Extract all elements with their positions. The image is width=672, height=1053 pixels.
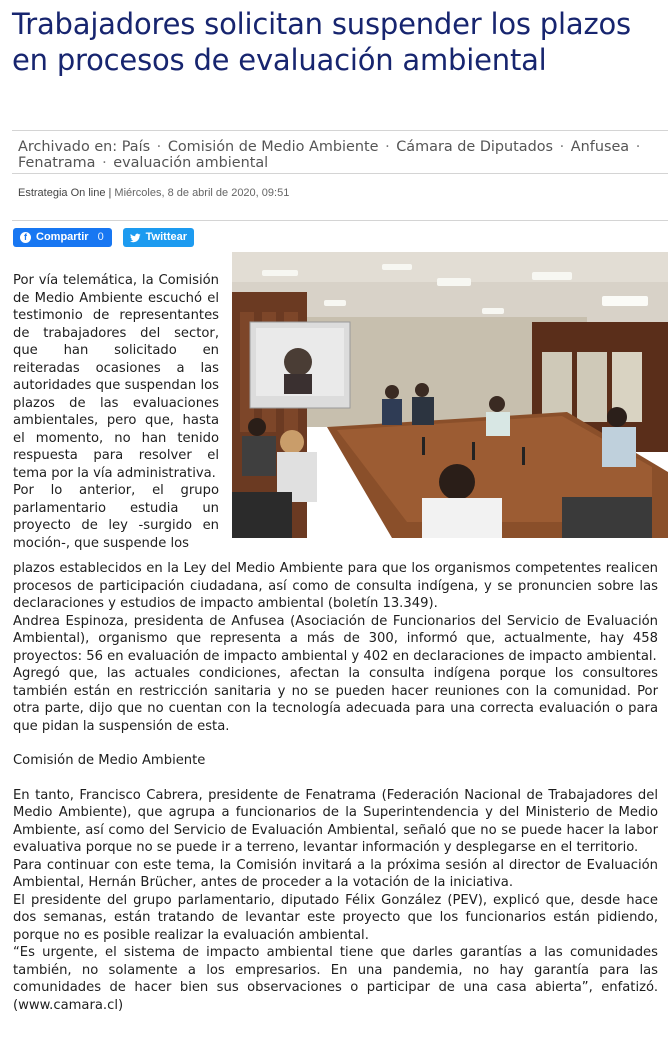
- facebook-icon: f: [20, 232, 31, 243]
- article-title: Trabajadores solicitan suspender los plazos en procesos de evaluación ambiental: [12, 7, 631, 77]
- tag-link[interactable]: Cámara de Diputados: [396, 139, 554, 155]
- paragraph: plazos establecidos en la Ley del Medio Ambiente para que los organismos competentes realicen procesos de participación ciudadana, así como de consulta indígena, y se pronuncien sobre las declaraciones y estudios de impacto ambiental (boletín 13.349).: [13, 561, 658, 611]
- paragraph: Para continuar con este tema, la Comisión invitará a la próxima sesión al director de Evaluación Ambiental, Hernán Brücher, antes de proceder a la votación de la iniciativa.: [13, 857, 658, 890]
- facebook-share-count: 0: [97, 231, 104, 243]
- article-body: [13, 560, 658, 1014]
- article-photo: [232, 252, 668, 538]
- byline: Estrategia On line | Miércoles, 8 de abril de 2020, 09:51: [18, 187, 290, 199]
- tag-link[interactable]: Anfusea: [570, 139, 630, 155]
- tag-link[interactable]: evaluación ambiental: [113, 155, 269, 171]
- twitter-share-label: Twittear: [145, 231, 187, 243]
- paragraph: El presidente del grupo parlamentario, diputado Félix González (PEV), explicó que, desde hace dos semanas, están tratando de levantar este proyecto que los funcionarios están pidiendo, porque no es posible realizar la evaluación ambiental.: [13, 892, 658, 943]
- paragraph: Agregó que, las actuales condiciones, afectan la consulta indígena porque los consultores también están en restricción sanitaria y no se pueden hacer reuniones con la comunidad. Por otra parte, dijo que no cuentan con la tecnología adecuada para una correcta evaluación o para que pidan la suspensión de esta.: [13, 666, 658, 734]
- paragraph: Andrea Espinoza, presidenta de Anfusea (Asociación de Funcionarios del Servicio de Evaluación Ambiental), organismo que representa a más de 300, informó que, actualmente, hay 458 proyectos: 56 en evaluación de impacto ambiental y 402 en declaraciones de impacto ambiental.: [13, 613, 658, 664]
- tag-link[interactable]: Fenatrama: [18, 155, 96, 171]
- archived-label: Archivado en:: [18, 139, 118, 155]
- article-body-intro: [13, 272, 219, 552]
- paragraph: Por vía telemática, la Comisión de Medio Ambiente escuchó el testimonio de representantes de trabajadores del sector, que han solicitado en reiteradas ocasiones a las autoridades que suspendan los plazos de las evaluaciones ambientales, pero que, hasta el momento, no han tenido respuesta para resolver el tema por la vía administrativa.: [13, 273, 219, 481]
- paragraph: Por lo anterior, el grupo parlamentario estudia un proyecto de ley -surgido en moción-, que suspende los: [13, 483, 219, 551]
- twitter-bird-icon: [130, 233, 141, 243]
- facebook-share-label: Compartir: [36, 231, 89, 243]
- meeting-room-photo: [232, 252, 668, 538]
- archive-tags-bar: [12, 130, 668, 174]
- paragraph: En tanto, Francisco Cabrera, presidente de Fenatrama (Federación Nacional de Trabajadores del Medio Ambiente), que agrupa a funcionarios de la Superintendencia y del Ministerio de Medio Ambiente, así como del Servicio de Evaluación Ambiental, señaló que no se puede hacer la labor evaluativa porque no se puede ir a terreno, levantar información y desplegarse en el territorio.: [13, 787, 658, 855]
- archive-tags: Archivado en: País · Comisión de Medio Ambiente · Cámara de Diputados · Anfusea · Fenatrama · evaluación ambiental: [18, 139, 641, 171]
- source-name: Estrategia On line: [18, 187, 106, 199]
- tag-link[interactable]: Comisión de Medio Ambiente: [167, 139, 379, 155]
- tag-link[interactable]: País: [121, 139, 151, 155]
- facebook-share-button[interactable]: [13, 228, 112, 247]
- twitter-share-button[interactable]: [123, 228, 194, 247]
- publish-date: Miércoles, 8 de abril de 2020, 09:51: [114, 187, 290, 199]
- section-subheading: Comisión de Medio Ambiente: [13, 753, 206, 768]
- paragraph: “Es urgente, el sistema de impacto ambiental tiene que darles garantías a las comunidades también, no solamente a los empresarios. En una pandemia, no hay garantía para las comunidades de hacer bien sus observaciones o participar de una casa abierta”, enfatizó. (www.camara.cl): [13, 945, 658, 1013]
- byline-bar: [12, 178, 668, 221]
